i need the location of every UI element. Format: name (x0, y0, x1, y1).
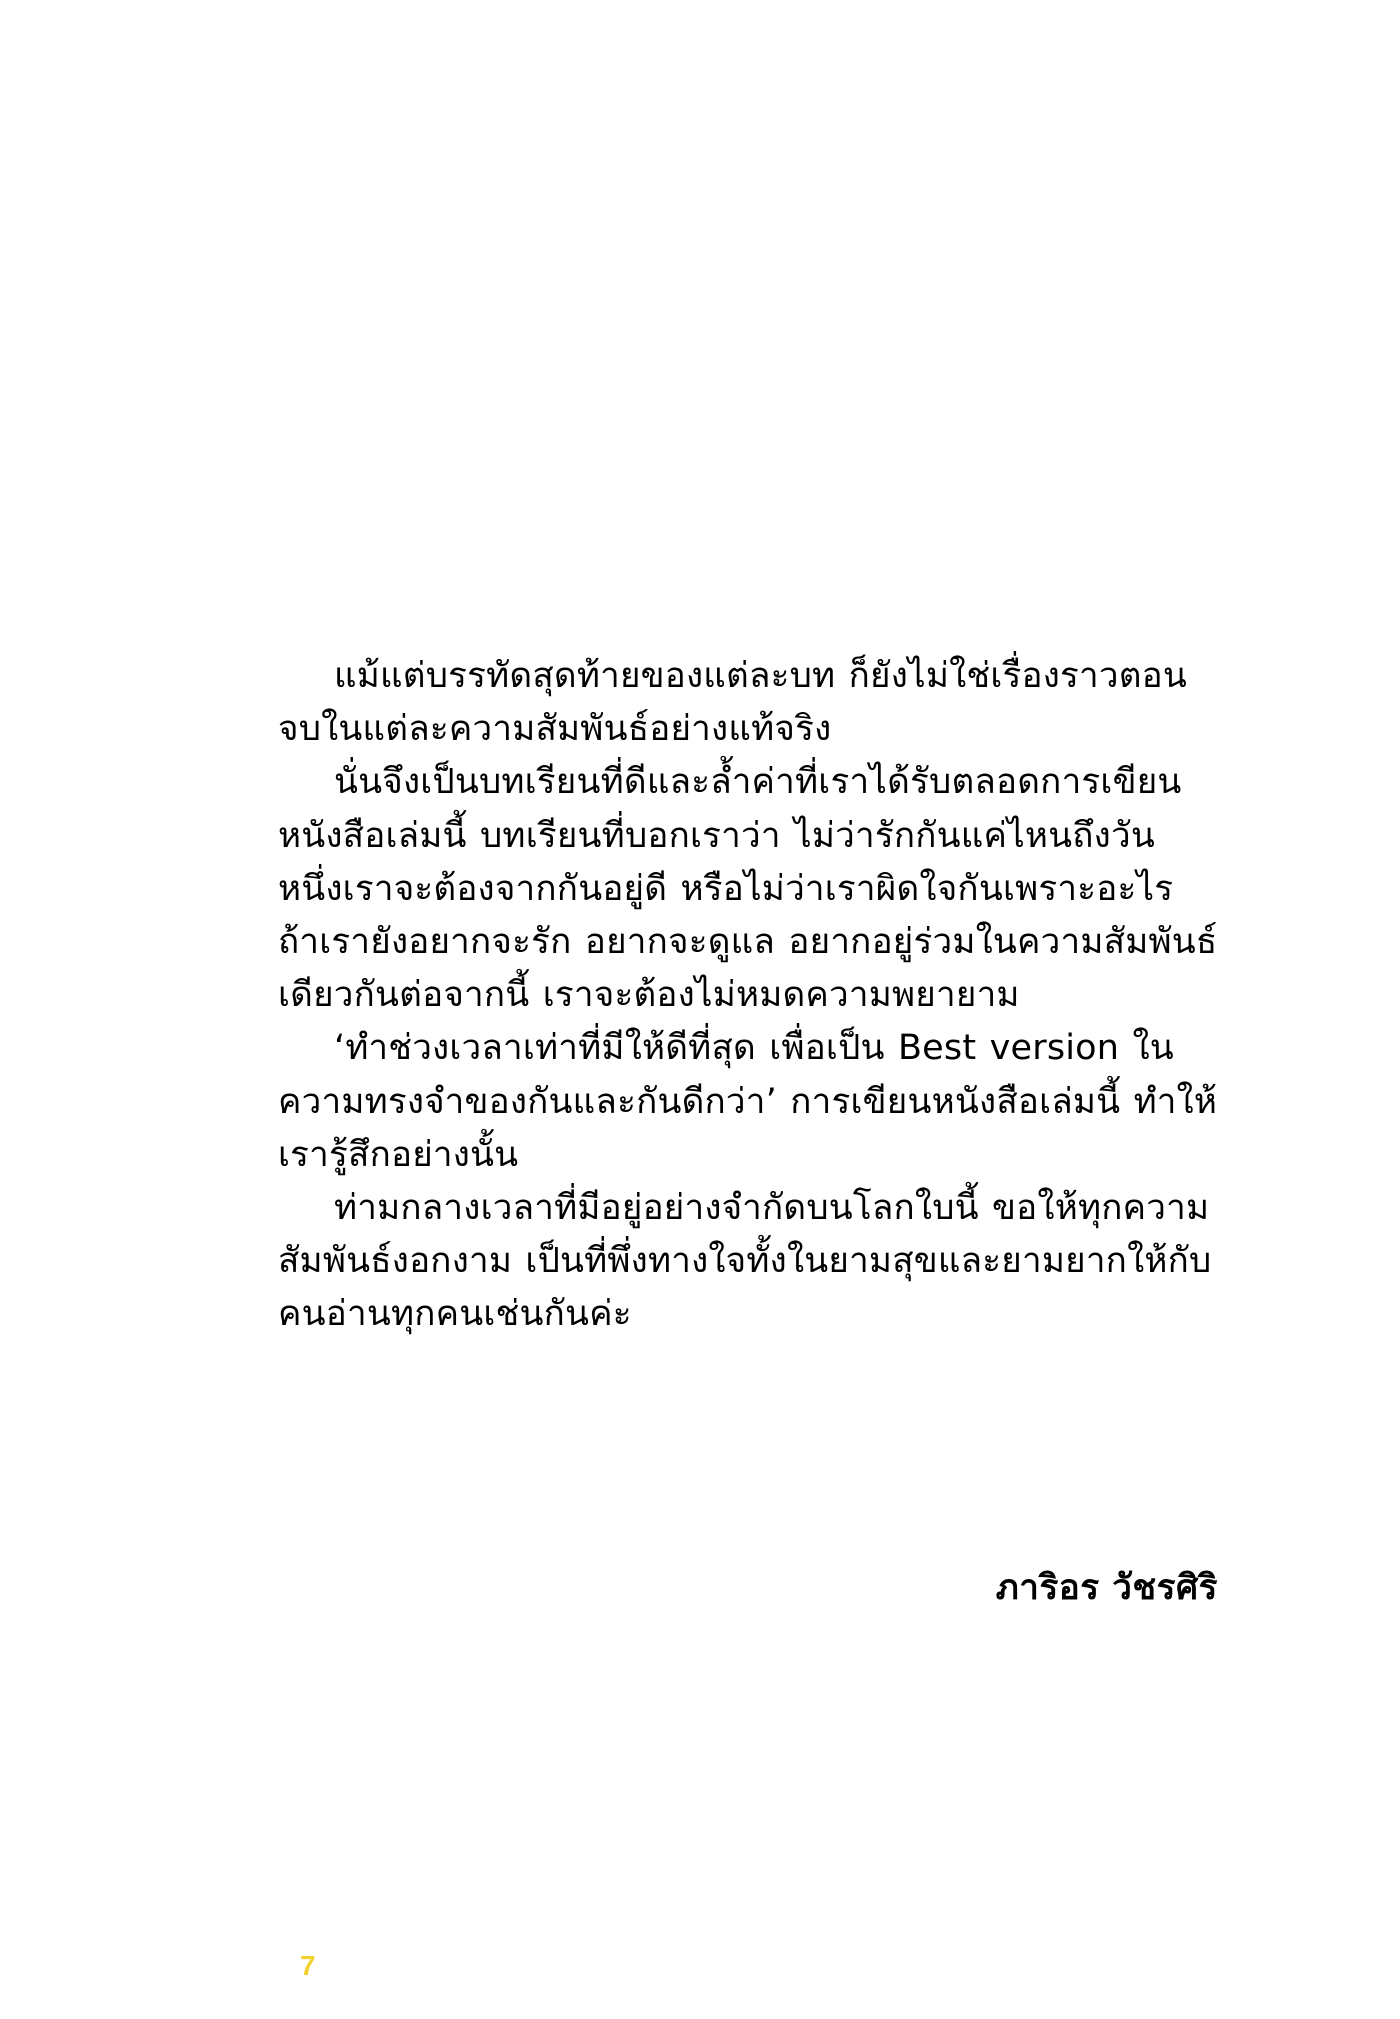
body-text-block (278, 650, 1218, 1341)
page-number: 7 (300, 1950, 316, 1981)
paragraph-3: ‘ทำช่วงเวลาเท่าที่มีให้ดีที่สุด เพื่อเป็น Best version ในความทรงจำของกันและกันดีกว่า’ การเขียนหนังสือเล่มนี้ ทำให้เรารู้สึกอย่างนั้น (278, 1028, 1218, 1175)
paragraph-2: นั่นจึงเป็นบทเรียนที่ดีและล้ำค่าที่เราได้รับตลอดการเขียนหนังสือเล่มนี้ บทเรียนที่บอกเราว่า ไม่ว่ารักกันแค่ไหนถึงวันหนึ่งเราจะต้องจากกันอยู่ดี หรือไม่ว่าเราผิดใจกันเพราะอะไร ถ้าเรายังอยากจะรัก อยากจะดูแล อยากอยู่ร่วมในความสัมพันธ์เดียวกันต่อจากนี้ เราจะต้องไม่หมดความพยายาม (278, 762, 1218, 1016)
author-signature: ภาริอร วัชรศิริ (995, 1568, 1218, 1608)
paragraph-4: ท่ามกลางเวลาที่มีอยู่อย่างจำกัดบนโลกใบนี้ ขอให้ทุกความสัมพันธ์งอกงาม เป็นที่พึ่งทางใจทั้งในยามสุขและยามยากให้กับคนอ่านทุกคนเช่นกันค่ะ (278, 1187, 1212, 1335)
paragraph-1: แม้แต่บรรทัดสุดท้ายของแต่ละบท ก็ยังไม่ใช่เรื่องราวตอนจบในแต่ละความสัมพันธ์อย่างแท้จริง (278, 656, 1188, 750)
